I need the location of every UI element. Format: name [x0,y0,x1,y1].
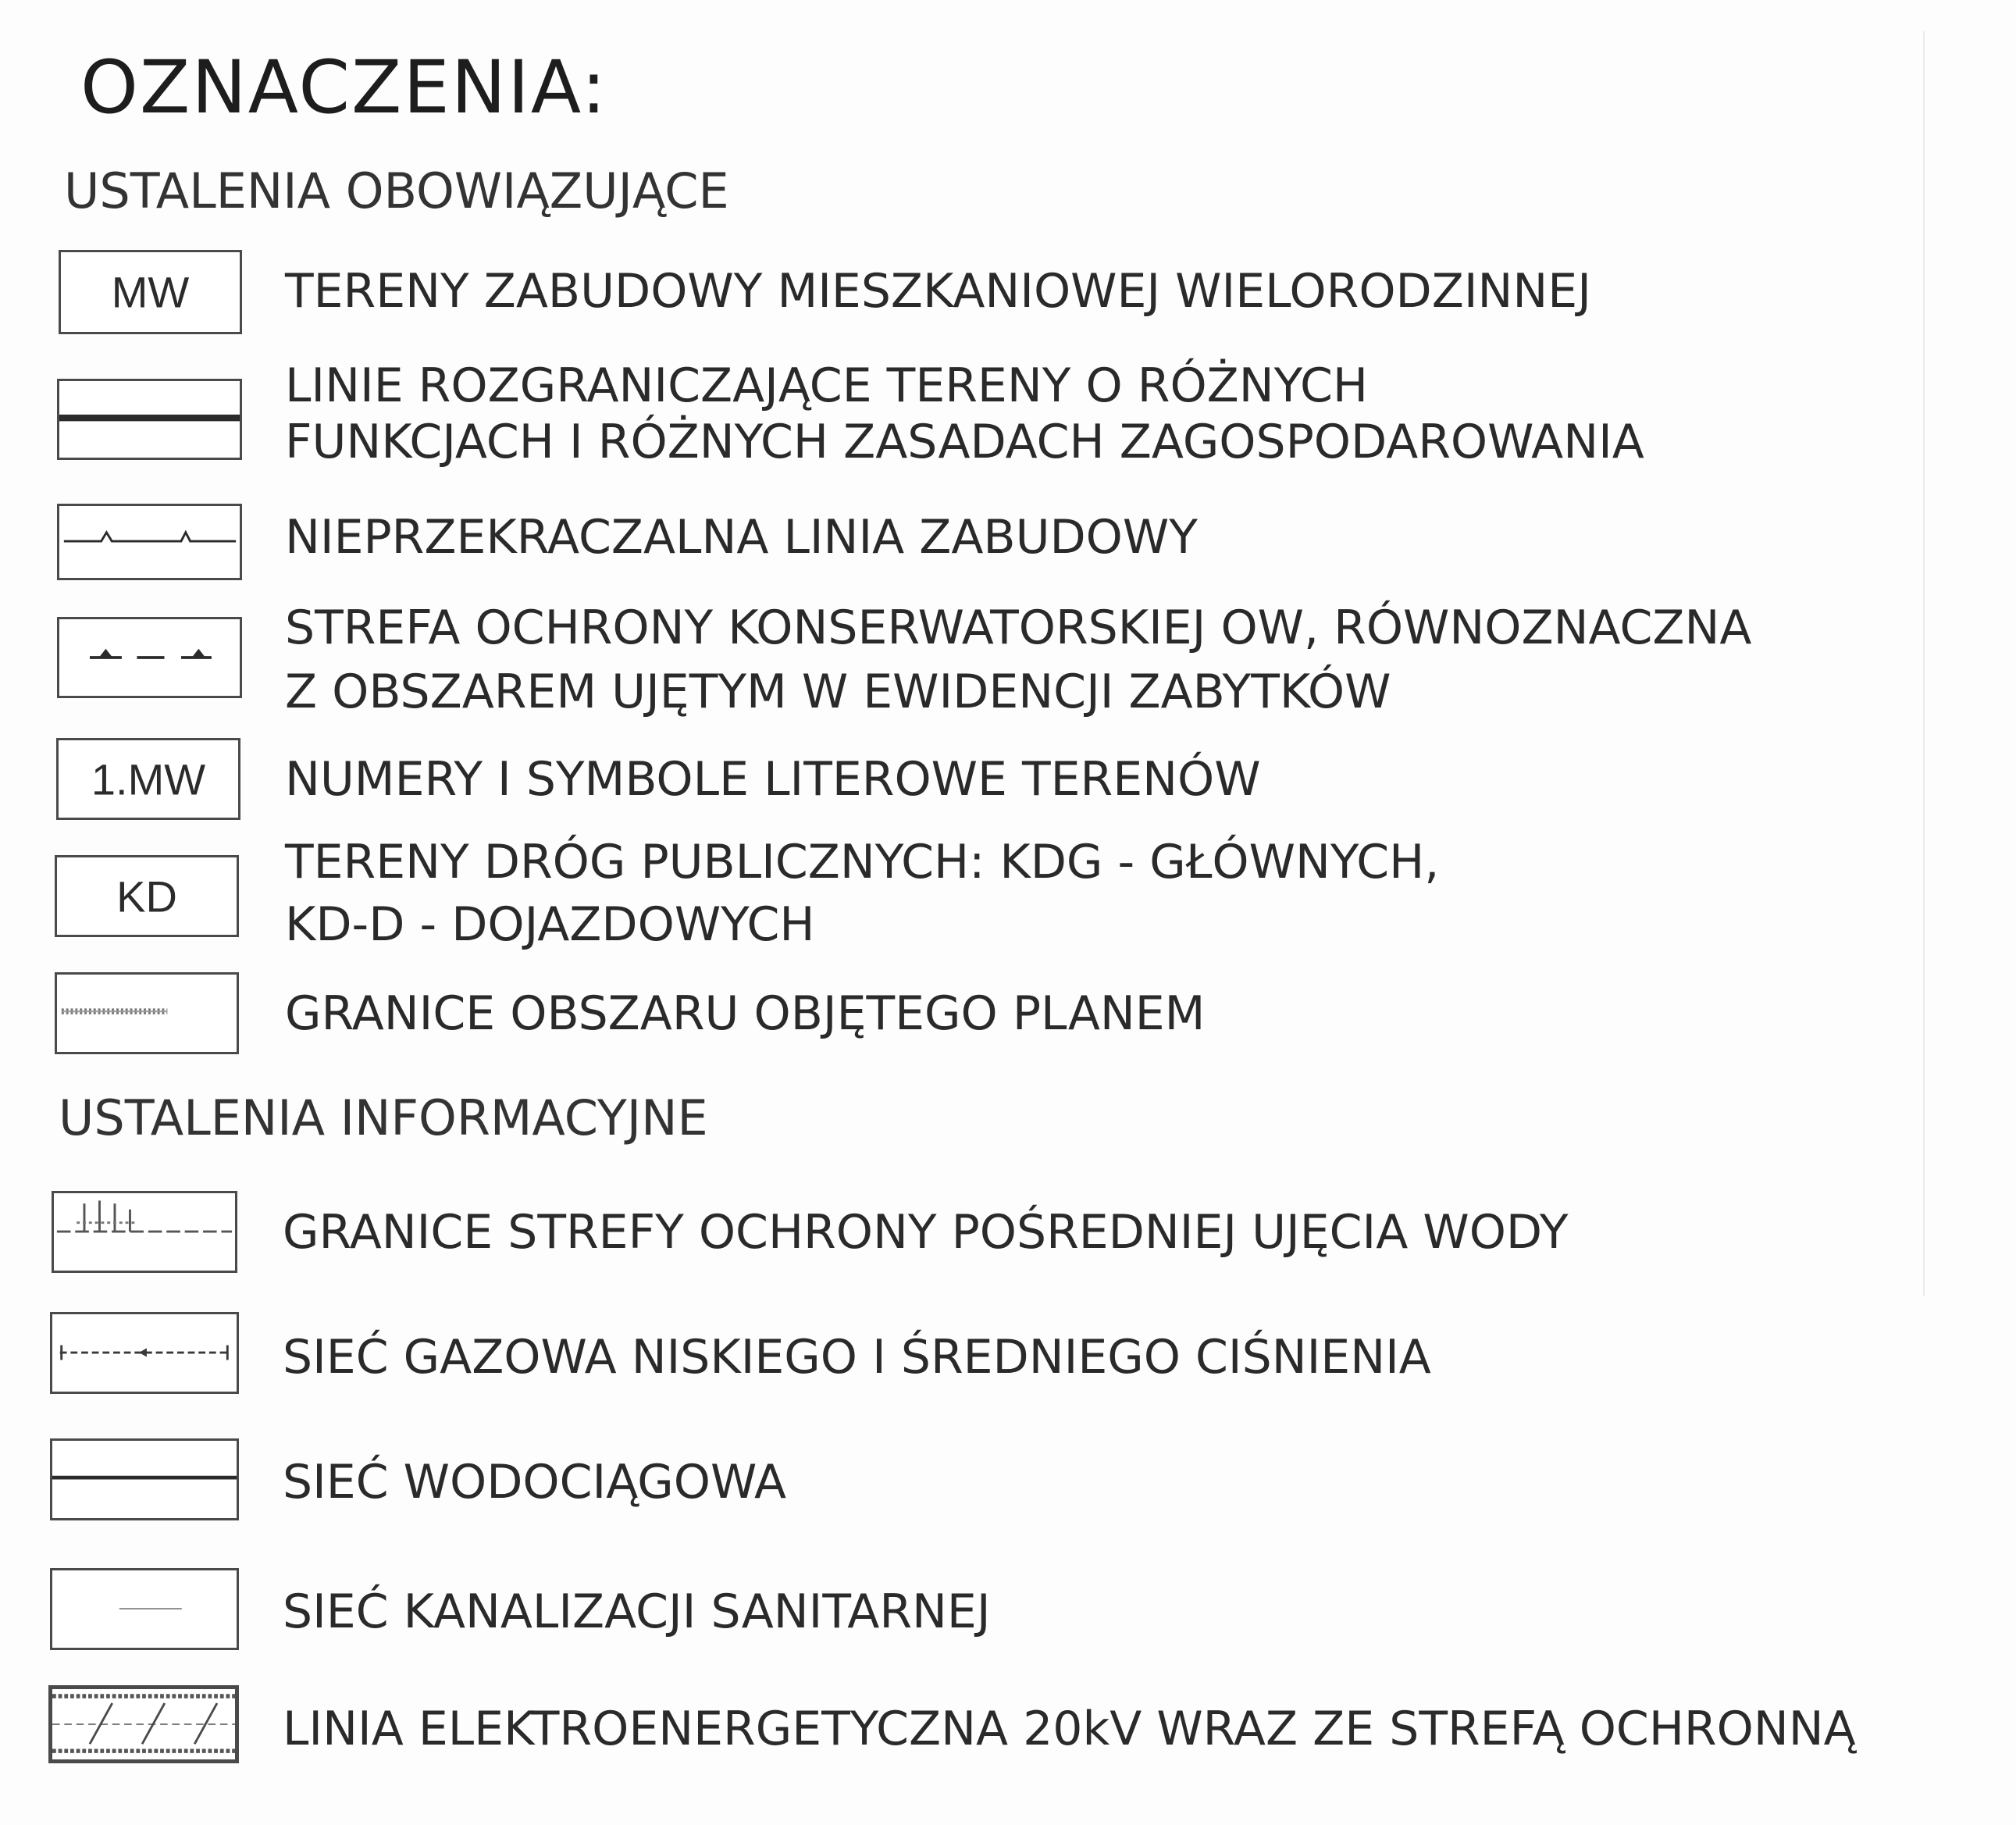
power-line-description: LINIA ELEKTROENERGETYCZNA 20kV WRAZ ZE STREFĄ OCHRONNĄ [283,1702,1856,1756]
conservation-zone-description-2: Z OBSZAREM UJĘTYM W EWIDENCJI ZABYTKÓW [285,665,1391,719]
water-protection-zone-description: GRANICE STREFY OCHRONY POŚREDNIEJ UJĘCIA WODY [283,1205,1569,1260]
kd-symbol-box [55,855,239,937]
mw-symbol-box [59,250,242,334]
scan-edge-divider [1923,31,1925,1296]
dashed-line-with-triangles-icon [57,617,242,698]
boundary-lines-description-1: LINIE ROZGRANICZAJĄCE TERENY O RÓŻNYCH [285,358,1369,413]
protection-zone-line-icon [52,1191,237,1273]
mw-code: MW [111,267,190,317]
gas-network-line-icon [50,1312,239,1394]
section-title-obligatory: USTALENIA OBOWIĄZUJĄCE [64,162,729,219]
kd-code: KD [116,872,177,921]
power-line-with-zone-icon [48,1685,239,1763]
section-title-informational: USTALENIA INFORMACYJNE [59,1089,708,1146]
hatched-boundary-line-icon [55,972,239,1054]
public-roads-description-2: KD-D - DOJAZDOWYCH [285,897,815,952]
mw-description: TERENY ZABUDOWY MIESZKANIOWEJ WIELORODZINNEJ [285,264,1591,319]
boundary-lines-description-2: FUNKCJACH I RÓŻNYCH ZASADACH ZAGOSPODAROWANIA [285,415,1644,469]
gas-network-description: SIEĆ GAZOWA NISKIEGO I ŚREDNIEGO CIŚNIENIA [283,1330,1431,1385]
conservation-zone-description-1: STREFA OCHRONY KONSERWATORSKIEJ OW, RÓWNOZNACZNA [285,601,1752,655]
water-network-line-icon [50,1438,239,1520]
public-roads-description-1: TERENY DRÓG PUBLICZNYCH: KDG - GŁÓWNYCH, [285,835,1440,889]
legend-heading: OZNACZENIA: [80,45,608,130]
area-numbers-description: NUMERY I SYMBOLE LITEROWE TERENÓW [285,752,1261,807]
sewer-network-line-icon [50,1568,239,1650]
sewer-network-description: SIEĆ KANALIZACJI SANITARNEJ [283,1584,991,1639]
thick-solid-line-icon [57,379,242,460]
area-number-symbol-box [56,738,240,820]
building-line-description: NIEPRZEKRACZALNA LINIA ZABUDOWY [285,510,1198,565]
line-with-peaks-icon [57,504,242,580]
area-number-code: 1.MW [91,754,206,804]
plan-boundary-description: GRANICE OBSZARU OBJĘTEGO PLANEM [285,986,1206,1041]
water-network-description: SIEĆ WODOCIĄGOWA [283,1455,787,1510]
